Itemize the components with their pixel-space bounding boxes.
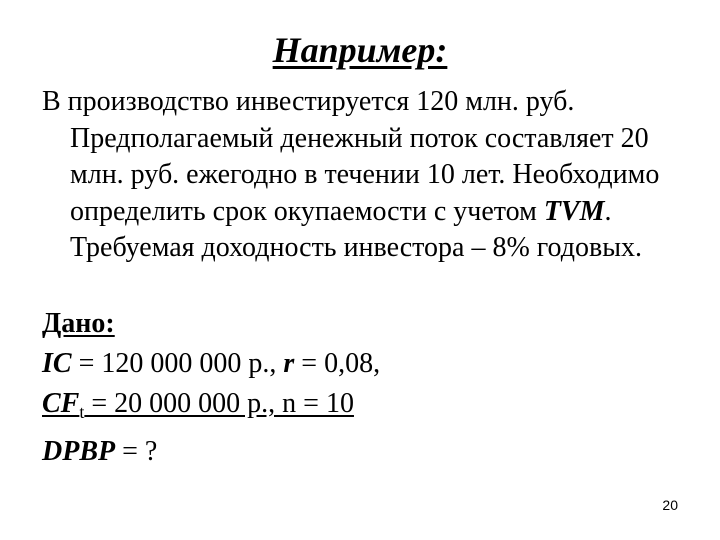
given-dpbp-line	[42, 432, 692, 472]
slide-title: Например:	[272, 30, 448, 70]
cf-subscript: t	[79, 402, 85, 422]
given-ic-line	[42, 344, 692, 384]
page-number: 20	[662, 497, 678, 513]
tvm-emphasis: TVM	[543, 195, 605, 227]
problem-text-part-2: . Требуемая доходность инвестора – 8% годовых.	[70, 195, 643, 263]
dpbp-symbol: DPBP	[42, 436, 116, 467]
problem-paragraph	[42, 84, 692, 267]
cf-symbol: CF	[42, 388, 80, 419]
cf-value: = 20 000 000 р., n = 10	[84, 388, 354, 419]
problem-text-part-1: В производство инвестируется 120 млн. руб. Предполагаемый денежный поток составляет 20 млн. руб. ежегодно в течении 10 лет. Необходимо определить срок окупаемости с учетом	[42, 86, 660, 227]
ic-symbol: IC	[42, 348, 72, 379]
given-section	[42, 304, 692, 472]
ic-value: = 120 000 000 р.,	[71, 348, 284, 379]
given-cf-line	[42, 384, 692, 432]
r-value: = 0,08,	[294, 348, 381, 379]
given-heading: Дано:	[42, 308, 115, 339]
problem-statement	[42, 84, 692, 267]
r-symbol: r	[283, 348, 295, 379]
dpbp-value: = ?	[115, 436, 158, 467]
